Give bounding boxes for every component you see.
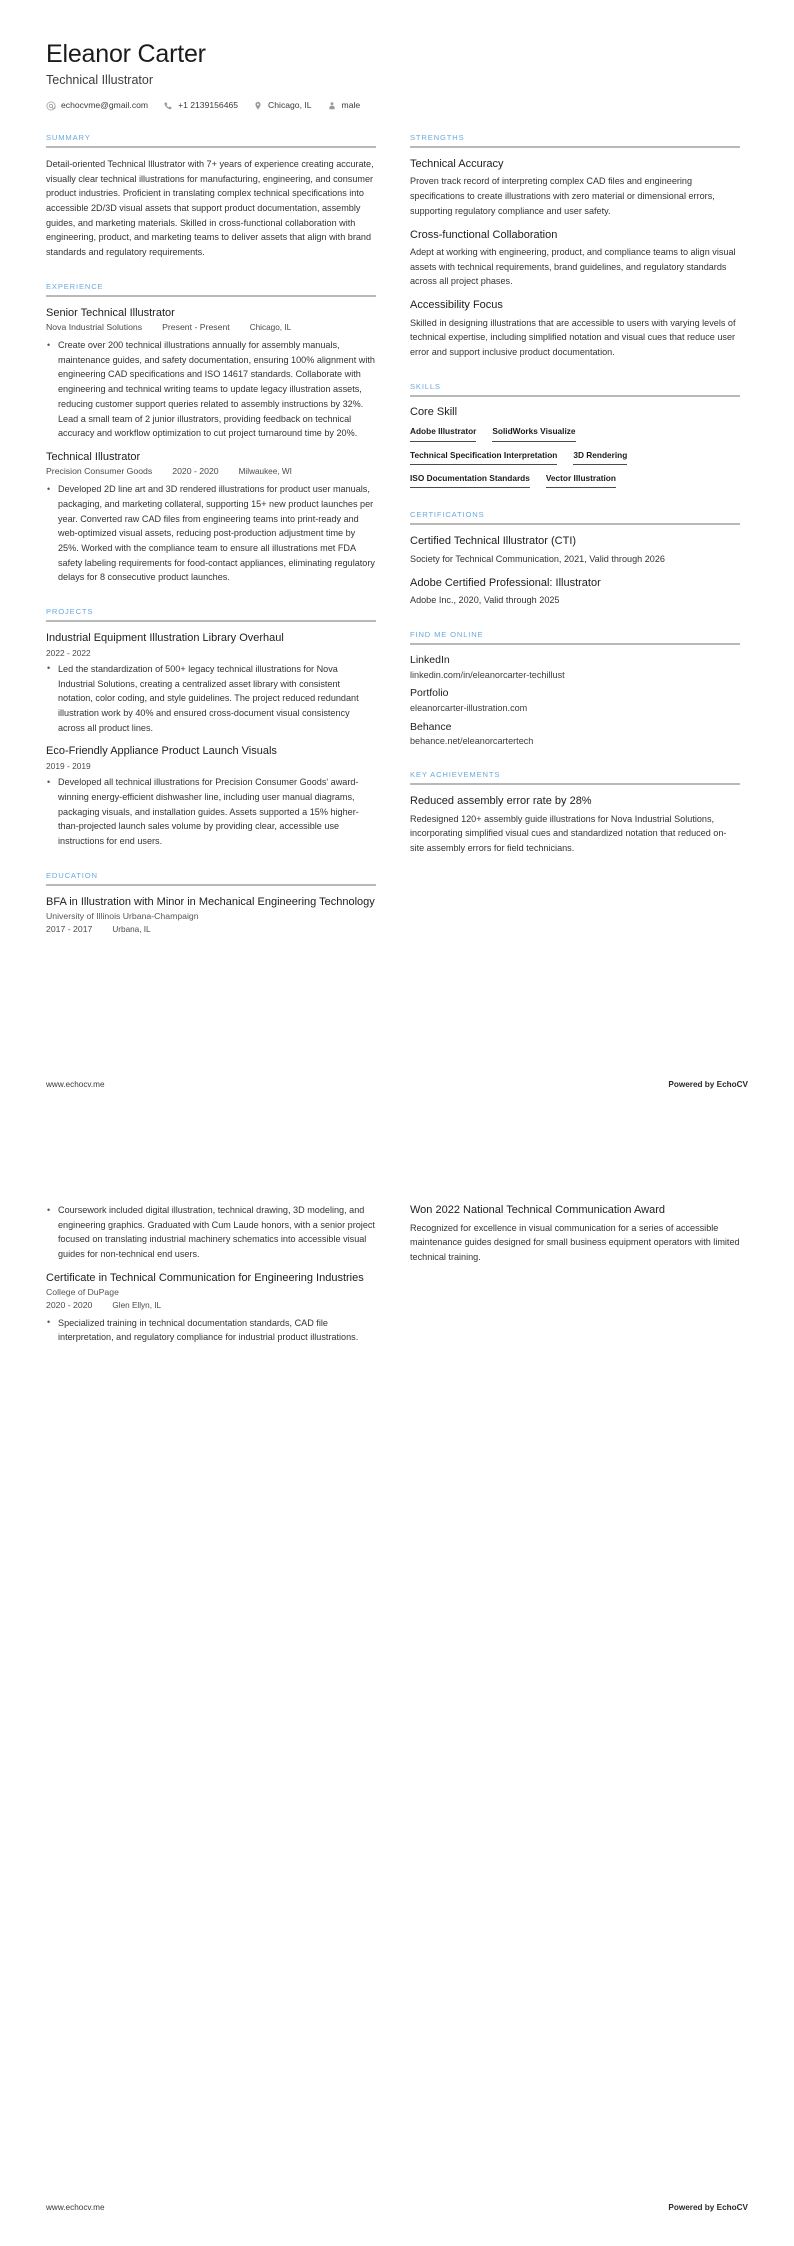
strength-item bbox=[410, 228, 740, 290]
candidate-headline: Technical Illustrator bbox=[46, 72, 153, 87]
strength-item bbox=[410, 298, 740, 360]
candidate-name: Eleanor Carter bbox=[46, 40, 206, 68]
section-title-key-achievements: KEY ACHIEVEMENTS bbox=[410, 770, 501, 780]
education-meta bbox=[46, 924, 376, 936]
left-column bbox=[46, 133, 376, 940]
experience-role: Technical Illustrator bbox=[46, 451, 141, 464]
online-profile-url[interactable]: behance.net/eleanorcartertech bbox=[410, 736, 534, 747]
certification-name: Adobe Certified Professional: Illustrator bbox=[410, 576, 601, 589]
footer-site[interactable]: www.echocv.me bbox=[46, 1080, 105, 1089]
resume-header bbox=[46, 40, 748, 111]
contact-row bbox=[46, 101, 748, 111]
project-name: Industrial Equipment Illustration Library Overhaul bbox=[46, 632, 284, 645]
bullet-item: • Coursework included digital illustration, technical drawing, 3D modeling, and engineering graphics. Graduated with Cum Laude honors, with a senior project focused on translating industrial machinery schematics into accessible visual guides for non-technical end users. bbox=[58, 1203, 376, 1262]
project-dates: 2022 - 2022 bbox=[46, 647, 91, 658]
education-meta bbox=[46, 1300, 376, 1312]
education-entry bbox=[46, 895, 376, 936]
section-experience bbox=[46, 282, 376, 585]
strength-text: Proven track record of interpreting complex CAD files and engineering specifications to create illustrations with zero material or dimensional errors, supporting regulatory compliance and user safety. bbox=[410, 176, 715, 216]
certification-item bbox=[410, 576, 740, 608]
experience-entry bbox=[46, 450, 376, 585]
section-key-achievements-continued bbox=[410, 1203, 740, 1265]
bullet-item: • Create over 200 technical illustrations annually for assembly manuals, maintenance guides, and safety documentation, ensuring 100% alignment with engineering CAD specifications and ISO 14617 standards. Collaborate with engineering and technical writing teams to update legacy illustration assets, reducing customer support queries related to assembly instructions by 32%. Lead a small team of 2 junior illustrators, providing feedback on technical accuracy and workflow optimization to cut project turnaround time by 20%. bbox=[58, 338, 376, 441]
section-skills bbox=[410, 382, 740, 488]
section-key-achievements bbox=[410, 770, 740, 856]
contact-gender bbox=[327, 101, 361, 111]
skill-row bbox=[410, 473, 740, 488]
phone-icon bbox=[163, 101, 173, 111]
online-profile-url[interactable]: eleanorcarter-illustration.com bbox=[410, 702, 528, 713]
section-divider bbox=[410, 146, 740, 148]
achievement-text: Redesigned 120+ assembly guide illustrations for Nova Industrial Solutions, incorporating simplified visual cues and standardized notation that reduced on-site assembly errors for field technicians. bbox=[410, 813, 727, 854]
experience-bullets bbox=[46, 338, 376, 441]
contact-location-value: Chicago, IL bbox=[268, 100, 312, 111]
section-title-experience: EXPERIENCE bbox=[46, 281, 104, 291]
section-find-me-online bbox=[410, 630, 740, 748]
online-profile-label: Portfolio bbox=[410, 687, 449, 700]
footer-site[interactable]: www.echocv.me bbox=[46, 2203, 105, 2212]
section-education-continued bbox=[46, 1203, 376, 1345]
section-title-projects: PROJECTS bbox=[46, 607, 94, 617]
content-columns bbox=[46, 133, 748, 940]
education-school: College of DuPage bbox=[46, 1287, 119, 1298]
skill-row bbox=[410, 450, 740, 465]
experience-location: Chicago, IL bbox=[249, 323, 292, 333]
skill-group-label: Core Skill bbox=[410, 405, 458, 418]
skill-chip: ISO Documentation Standards bbox=[410, 473, 530, 488]
skill-rows bbox=[410, 426, 740, 488]
skill-row bbox=[410, 426, 740, 441]
experience-entry bbox=[46, 306, 376, 441]
strength-title: Cross-functional Collaboration bbox=[410, 228, 558, 241]
section-title-skills: SKILLS bbox=[410, 381, 441, 391]
education-location: Glen Ellyn, IL bbox=[112, 1300, 162, 1310]
section-divider bbox=[46, 146, 376, 148]
contact-gender-value: male bbox=[341, 100, 361, 111]
certification-detail: Adobe Inc., 2020, Valid through 2025 bbox=[410, 595, 560, 606]
contact-email[interactable] bbox=[46, 101, 148, 111]
bullet-item: • Led the standardization of 500+ legacy technical illustrations for Nova Industrial Solutions, creating a centralized asset library with consistent notation, color coding, and style guidelines. The project reduced redundant illustration work by 40% and ensured cross-document visual consistency across all product lines. bbox=[58, 662, 376, 736]
page-footer bbox=[46, 2203, 748, 2212]
education-entry bbox=[46, 1271, 376, 1345]
footer-powered-by: Powered by EchoCV bbox=[668, 1080, 748, 1089]
skill-chip: SolidWorks Visualize bbox=[492, 426, 575, 441]
contact-phone-value: +1 2139156465 bbox=[178, 100, 239, 111]
project-dates: 2019 - 2019 bbox=[46, 760, 91, 771]
strength-title: Technical Accuracy bbox=[410, 157, 504, 170]
section-certifications bbox=[410, 510, 740, 608]
right-column-page2 bbox=[410, 1203, 740, 1265]
education-dates: 2017 - 2017 bbox=[46, 923, 93, 934]
experience-dates: Present - Present bbox=[162, 322, 230, 333]
education-location: Urbana, IL bbox=[112, 924, 151, 934]
certification-detail: Society for Technical Communication, 2021, Valid through 2026 bbox=[410, 553, 665, 564]
strength-title: Accessibility Focus bbox=[410, 299, 503, 312]
skill-chip: Technical Specification Interpretation bbox=[410, 450, 557, 465]
contact-location bbox=[253, 101, 311, 111]
project-bullets bbox=[46, 662, 376, 736]
resume-page-2 bbox=[0, 1123, 794, 2246]
skill-chip: Vector Illustration bbox=[546, 473, 616, 488]
section-divider bbox=[46, 620, 376, 622]
section-summary bbox=[46, 133, 376, 260]
bullet-item: • Specialized training in technical documentation standards, CAD file interpretation, and regulatory compliance for industrial product illustrations. bbox=[58, 1316, 376, 1345]
strength-item bbox=[410, 157, 740, 219]
online-profile-linkedin[interactable] bbox=[410, 654, 740, 681]
skill-chip: 3D Rendering bbox=[573, 450, 627, 465]
certification-name: Certified Technical Illustrator (CTI) bbox=[410, 535, 577, 548]
education-degree: BFA in Illustration with Minor in Mechanical Engineering Technology bbox=[46, 895, 375, 908]
bullet-item: • Developed 2D line art and 3D rendered illustrations for product user manuals, packaging, and marketing collateral, supporting 15+ new product launches per year. Converted raw CAD files from engineering teams into print-ready and web-optimized visual assets, reducing post-production adjustment time by 25%. Worked with the compliance team to ensure all illustrations met FDA safety labeling requirements for food-contact appliances, eliminating regulatory delays for 8 consecutive product launches. bbox=[58, 482, 376, 585]
section-divider bbox=[410, 395, 740, 397]
content-columns-page2 bbox=[46, 1203, 748, 1345]
section-divider bbox=[410, 783, 740, 785]
education-bullets bbox=[46, 1316, 376, 1345]
achievement-title: Won 2022 National Technical Communication Award bbox=[410, 1204, 665, 1216]
online-profile-url[interactable]: linkedin.com/in/eleanorcarter-techillust bbox=[410, 669, 565, 680]
section-divider bbox=[46, 295, 376, 297]
summary-text: Detail-oriented Technical Illustrator with 7+ years of experience creating accurate, visually clear technical illustrations for manufacturing, engineering, and consumer product industries. Proficient in translating complex technical specifications into accessible 2D/3D visual assets that support product documentation, assembly guides, and marketing materials. Skilled in cross-functional collaboration with engineering, product, and marketing teams to deliver assets that align with brand standards and regulatory requirements. bbox=[46, 158, 374, 258]
right-column bbox=[410, 133, 740, 856]
achievement-item bbox=[410, 1203, 740, 1265]
section-title-find-me-online: FIND ME ONLINE bbox=[410, 629, 484, 639]
section-projects bbox=[46, 607, 376, 849]
online-profile-label: Behance bbox=[410, 720, 452, 733]
section-divider bbox=[46, 884, 376, 886]
skill-chip: Adobe Illustrator bbox=[410, 426, 476, 441]
location-pin-icon bbox=[253, 101, 263, 111]
page-footer bbox=[46, 1080, 748, 1089]
experience-org: Precision Consumer Goods bbox=[46, 466, 153, 477]
section-title-education: EDUCATION bbox=[46, 870, 98, 880]
online-profile-behance[interactable] bbox=[410, 721, 740, 748]
education-dates: 2020 - 2020 bbox=[46, 1299, 93, 1310]
online-profile-portfolio[interactable] bbox=[410, 687, 740, 714]
footer-powered-by: Powered by EchoCV bbox=[668, 2203, 748, 2212]
section-divider bbox=[410, 523, 740, 525]
section-title-strengths: STRENGTHS bbox=[410, 132, 465, 142]
experience-dates: 2020 - 2020 bbox=[172, 466, 219, 477]
education-school: University of Illinois Urbana-Champaign bbox=[46, 911, 199, 922]
online-profile-label: LinkedIn bbox=[410, 653, 450, 666]
project-entry bbox=[46, 631, 376, 735]
section-divider bbox=[410, 643, 740, 645]
contact-phone[interactable] bbox=[163, 101, 238, 111]
project-entry bbox=[46, 744, 376, 848]
achievement-item bbox=[410, 794, 740, 856]
contact-email-value: echocvme@gmail.com bbox=[61, 100, 149, 111]
experience-meta bbox=[46, 322, 376, 334]
strength-text: Adept at working with engineering, product, and compliance teams to align visual assets with technical requirements, brand guidelines, and regulatory standards across all project phases. bbox=[410, 247, 736, 287]
strength-text: Skilled in designing illustrations that are accessible to users with varying levels of technical expertise, including simplified notation and visual cues that reduce user error and support inclusive product documentation. bbox=[410, 317, 736, 358]
section-education bbox=[46, 871, 376, 936]
experience-bullets bbox=[46, 482, 376, 585]
bullet-item: • Developed all technical illustrations for Precision Consumer Goods' award-winning energy-efficient dishwasher line, including user manual diagrams, packaging visuals, and installation guides. Assets supported a 15% higher-than-projected launch sales volume by providing clear, accessible use instructions for end users. bbox=[58, 775, 376, 849]
project-bullets bbox=[46, 775, 376, 849]
email-icon bbox=[46, 101, 56, 111]
experience-meta bbox=[46, 466, 376, 478]
experience-location: Milwaukee, WI bbox=[238, 467, 292, 477]
education-degree: Certificate in Technical Communication for Engineering Industries bbox=[46, 1271, 364, 1284]
person-icon bbox=[327, 101, 337, 111]
achievement-text: Recognized for excellence in visual communication for a series of accessible maintenance guides designed for small business equipment operators with limited technical training. bbox=[410, 1222, 740, 1262]
experience-role: Senior Technical Illustrator bbox=[46, 307, 175, 319]
section-strengths bbox=[410, 133, 740, 360]
project-name: Eco-Friendly Appliance Product Launch Visuals bbox=[46, 745, 277, 758]
experience-org: Nova Industrial Solutions bbox=[46, 322, 143, 333]
certification-item bbox=[410, 534, 740, 566]
section-title-summary: SUMMARY bbox=[46, 132, 91, 142]
section-title-certifications: CERTIFICATIONS bbox=[410, 510, 485, 520]
left-column-page2 bbox=[46, 1203, 376, 1345]
achievement-title: Reduced assembly error rate by 28% bbox=[410, 795, 592, 808]
education-bullets bbox=[46, 1203, 376, 1262]
